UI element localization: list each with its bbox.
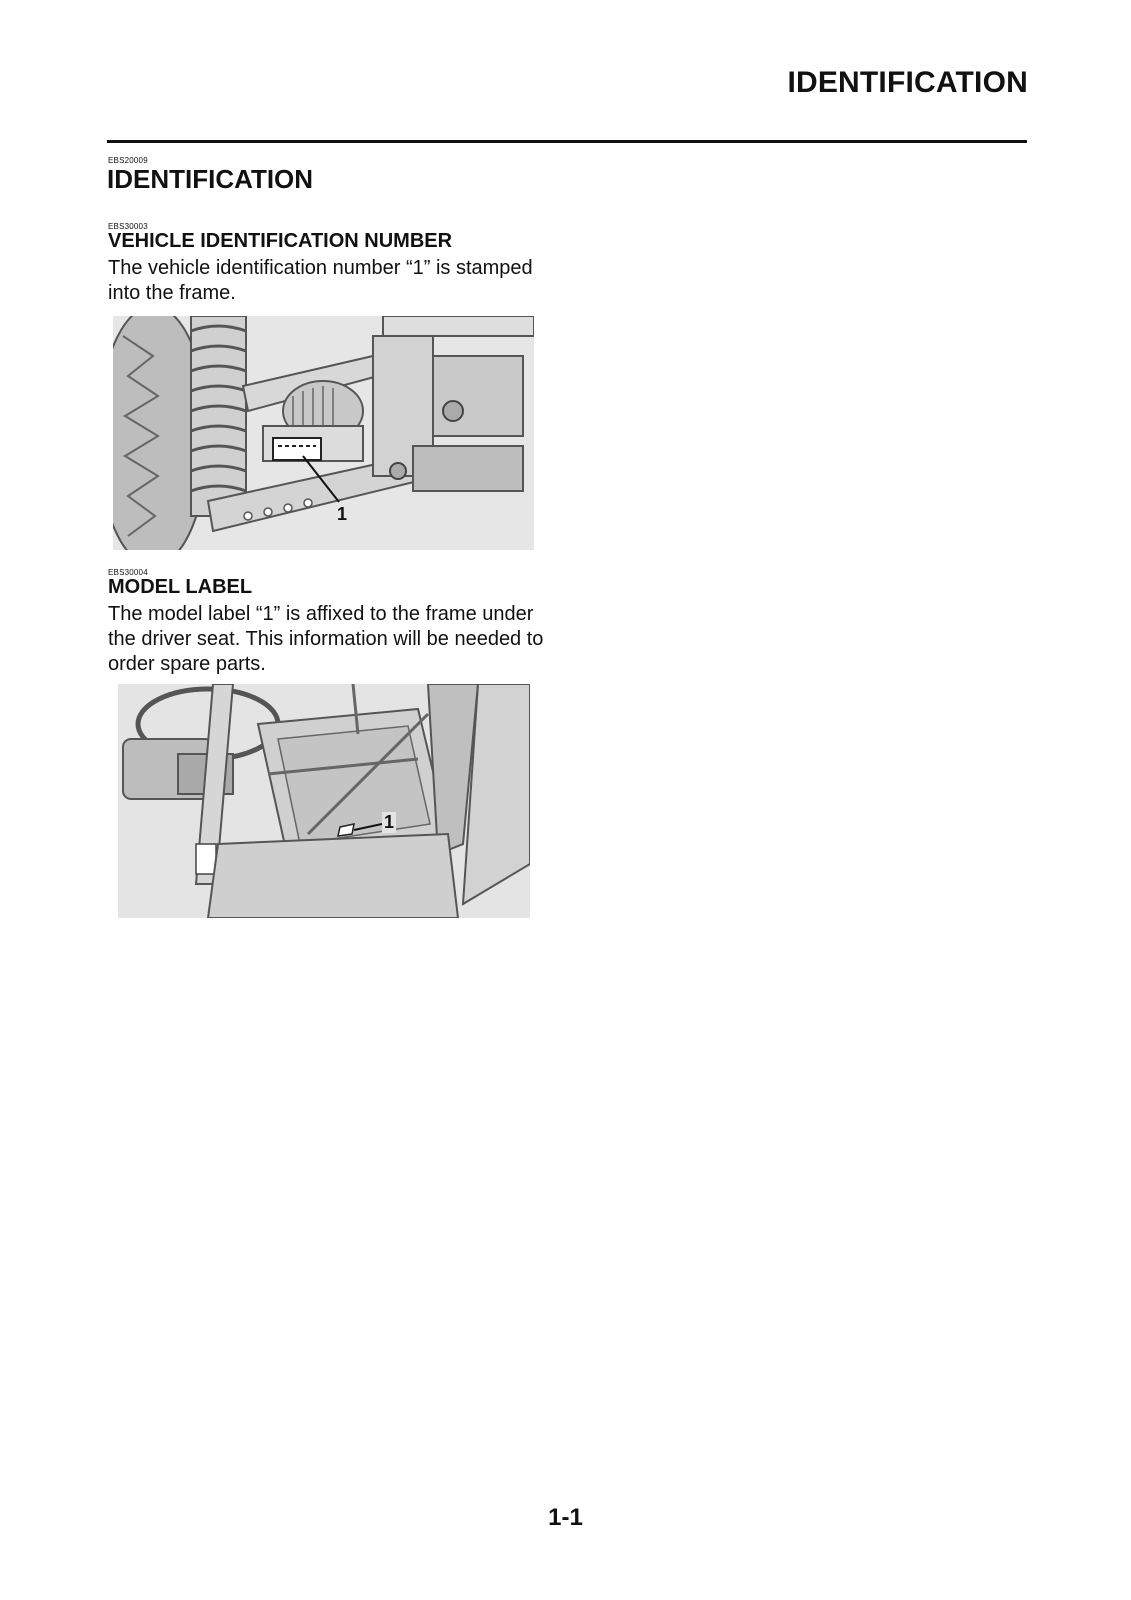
header-title: IDENTIFICATION <box>787 66 1028 99</box>
vin-heading: VEHICLE IDENTIFICATION NUMBER <box>108 230 453 252</box>
section-code: EBS20009 <box>108 156 148 165</box>
model-label-heading: MODEL LABEL <box>108 576 253 598</box>
model-label-code: EBS30004 <box>108 568 148 577</box>
vin-location-illustration <box>113 316 534 550</box>
model-label-location-illustration <box>118 684 530 918</box>
section-title: IDENTIFICATION <box>107 164 314 194</box>
header-rule <box>107 140 1027 143</box>
vin-code: EBS30003 <box>108 222 148 231</box>
page-number: 1-1 <box>548 1504 583 1531</box>
vin-callout-label: 1 <box>337 504 348 524</box>
model-label-callout-label: 1 <box>384 812 395 832</box>
vin-text: The vehicle identification number “1” is stamped into the frame. <box>108 257 533 304</box>
model-label-text: The model label “1” is affixed to the frame under the driver seat. This information will be needed to order spare parts. <box>108 603 544 675</box>
